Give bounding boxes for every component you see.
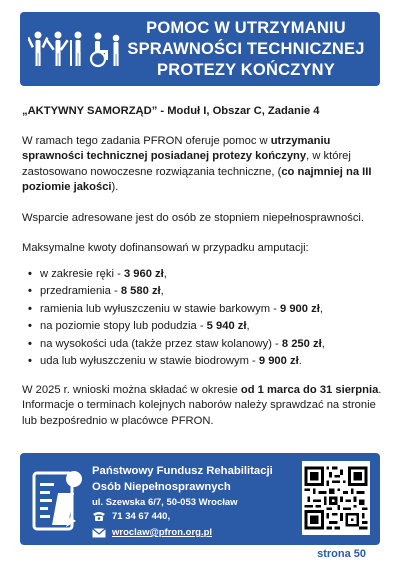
- disability-people-icon: [28, 30, 122, 68]
- intro-text-1: W ramach tego zadania PFRON oferuje pomoc w: [22, 134, 271, 147]
- amount-value: 8 580 zł: [120, 285, 161, 297]
- page-number: strona 50: [317, 548, 366, 560]
- amount-label: w zakresie ręki -: [40, 267, 124, 280]
- list-item: [22, 267, 382, 283]
- footer-contact-box: [20, 453, 380, 545]
- intro-text-3: ).: [111, 181, 119, 193]
- amount-label: na poziomie stopy lub podudzia -: [40, 320, 207, 332]
- amount-value: 9 900 zł: [280, 302, 320, 315]
- amount-label: przedramienia -: [40, 285, 121, 297]
- title-line-3: PROTEZY KOŃCZYNY: [157, 61, 335, 79]
- intro-text-2: , w której zastosowano nowoczesne rozwiązania techniczne, (: [22, 150, 351, 178]
- amounts-list: [22, 267, 382, 370]
- email-row[interactable]: [92, 527, 212, 538]
- envelope-icon: [92, 528, 106, 538]
- amount-suffix: ,: [163, 267, 167, 280]
- phone-number: 71 34 67 440,: [112, 511, 171, 522]
- title-line-2: SPRAWNOŚCI TECHNICZNEJ: [127, 40, 365, 58]
- amount-suffix: ,: [319, 302, 323, 315]
- deadline-text-1: W 2025 r. wnioski można składać w okresie: [22, 383, 241, 396]
- info-i-icon: [30, 463, 90, 535]
- list-item: [22, 354, 382, 370]
- intro-paragraph: [22, 134, 382, 196]
- amount-suffix: ,: [321, 337, 325, 350]
- amounts-heading: Maksymalne kwoty dofinansowań w przypadku amputacji:: [22, 242, 309, 254]
- amount-value: 3 960 zł: [123, 267, 164, 280]
- list-item: [22, 319, 382, 335]
- list-item: [22, 337, 382, 353]
- deadline-paragraph: [22, 383, 382, 430]
- amount-label: ramienia lub wyłuszczeniu w stawie barkowym -: [40, 302, 280, 315]
- org-line-1: Państwowy Fundusz Rehabilitacji: [92, 465, 273, 477]
- list-item: [22, 302, 382, 318]
- support-paragraph: Wsparcie adresowane jest do osób ze stopniem niepełnosprawności.: [22, 211, 365, 224]
- phone-row: [92, 511, 170, 522]
- amount-suffix: .: [298, 355, 302, 367]
- intro-bold-1: utrzymaniu sprawności technicznej posiadanej protezy kończyny: [22, 134, 331, 162]
- amount-suffix: ,: [160, 285, 164, 297]
- address: ul. Szewska 6/7, 50-053 Wrocław: [92, 497, 238, 508]
- main-content: [22, 96, 382, 429]
- module-heading: „AKTYWNY SAMORZĄD” - Moduł I, Obszar C, Zadanie 4: [22, 105, 320, 117]
- email-link[interactable]: wroclaw@pfron.org.pl: [112, 527, 213, 538]
- amount-label: na wysokości uda (także przez staw kolanowy) -: [40, 337, 282, 350]
- organization-name: [92, 463, 273, 495]
- amount-suffix: ,: [246, 320, 250, 332]
- intro-bold-2: co najmniej na III poziomie jakości: [22, 165, 372, 193]
- qr-code: [302, 461, 370, 535]
- org-line-2: Osób Niepełnosprawnych: [92, 481, 231, 493]
- amount-value: 8 250 zł: [281, 337, 322, 350]
- phone-icon: [92, 511, 106, 522]
- deadline-bold: od 1 marca do 31 sierpnia: [240, 383, 379, 396]
- deadline-text-2: . Informacje o terminach kolejnych naborów należy sprawdzać na stronie lub bezpośrednio w placówce PFRON.: [22, 383, 382, 427]
- amount-value: 9 900 zł: [258, 355, 299, 367]
- title-line-1: POMOC W UTRZYMANIU: [146, 19, 346, 37]
- amount-label: uda lub wyłuszczeniu w stawie biodrowym -: [40, 355, 259, 367]
- page-title: [120, 18, 372, 81]
- amount-value: 5 940 zł: [206, 320, 247, 332]
- header-banner: [20, 12, 380, 86]
- list-item: [22, 284, 382, 300]
